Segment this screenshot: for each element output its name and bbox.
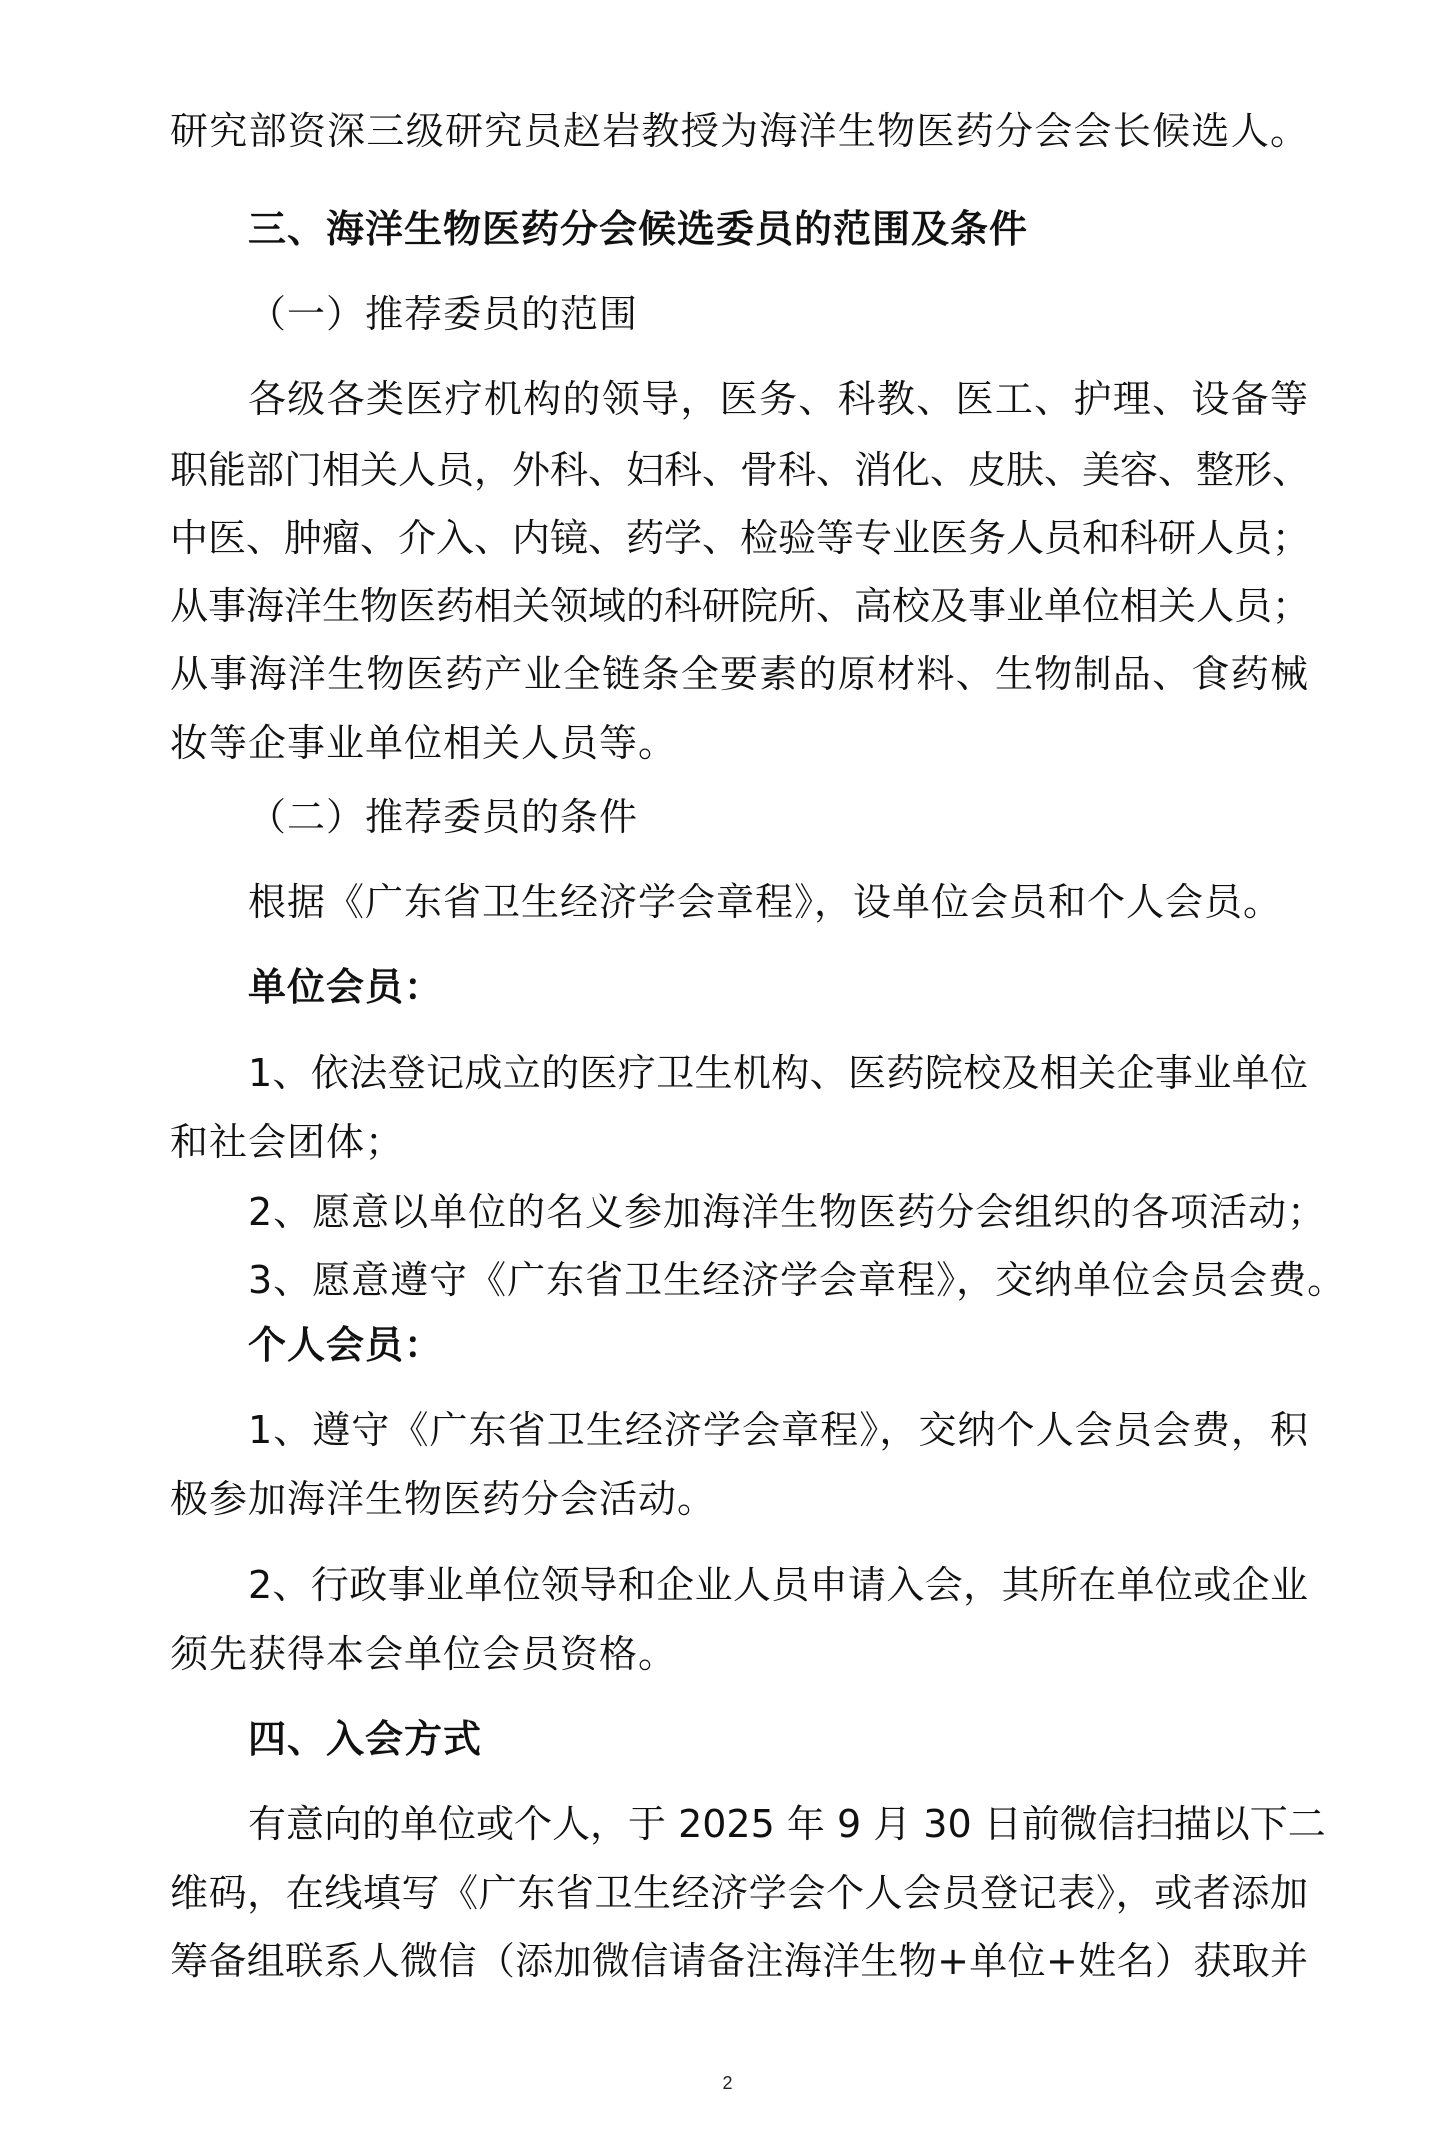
paragraph-line: 根据《广东省卫生经济学会章程》，设单位会员和个人会员。 <box>248 880 1283 924</box>
subsection-heading: （一）推荐委员的范围 <box>248 292 639 336</box>
list-item: 3、愿意遵守《广东省卫生经济学会章程》，交纳单位会员会费。 <box>248 1258 1347 1302</box>
list-item-continuation: 极参加海洋生物医药分会活动。 <box>170 1477 717 1521</box>
list-item: 2、行政事业单位领导和企业人员申请入会，其所在单位或企业 <box>248 1563 1308 1607</box>
paragraph-line: 从事海洋生物医药产业全链条全要素的原材料、生物制品、食药械 <box>170 652 1308 696</box>
paragraph-line: 妆等企事业单位相关人员等。 <box>170 721 678 765</box>
subsection-heading: （二）推荐委员的条件 <box>248 795 639 839</box>
paragraph-line: 职能部门相关人员，外科、妇科、骨科、消化、皮肤、美容、整形、 <box>170 448 1311 492</box>
paragraph-line: 中医、肿瘤、介入、内镜、药学、检验等专业医务人员和科研人员； <box>170 516 1311 560</box>
member-type-heading: 单位会员： <box>248 965 444 1009</box>
list-item: 1、依法登记成立的医疗卫生机构、医药院校及相关企事业单位 <box>248 1051 1308 1095</box>
section-heading-4: 四、入会方式 <box>248 1717 483 1761</box>
paragraph-line: 筹备组联系人微信（添加微信请备注海洋生物+单位+姓名）获取并 <box>170 1939 1308 1983</box>
paragraph-line: 从事海洋生物医药相关领域的科研院所、高校及事业单位相关人员； <box>170 584 1311 628</box>
paragraph-line: 维码，在线填写《广东省卫生经济学会个人会员登记表》，或者添加 <box>170 1871 1308 1915</box>
list-item: 1、遵守《广东省卫生经济学会章程》，交纳个人会员会费，积 <box>248 1408 1308 1452</box>
list-item: 2、愿意以单位的名义参加海洋生物医药分会组织的各项活动； <box>248 1190 1327 1234</box>
member-type-heading: 个人会员： <box>248 1323 444 1367</box>
page-number: 2 <box>722 2073 733 2093</box>
paragraph-line: 研究部资深三级研究员赵岩教授为海洋生物医药分会会长候选人。 <box>170 109 1308 153</box>
section-heading-3: 三、海洋生物医药分会候选委员的范围及条件 <box>248 207 1029 251</box>
paragraph-line: 有意向的单位或个人，于 2025 年 9 月 30 日前微信扫描以下二 <box>248 1802 1326 1846</box>
list-item-continuation: 和社会团体； <box>170 1120 405 1164</box>
list-item-continuation: 须先获得本会单位会员资格。 <box>170 1632 678 1676</box>
paragraph-line: 各级各类医疗机构的领导，医务、科教、医工、护理、设备等 <box>248 377 1308 421</box>
